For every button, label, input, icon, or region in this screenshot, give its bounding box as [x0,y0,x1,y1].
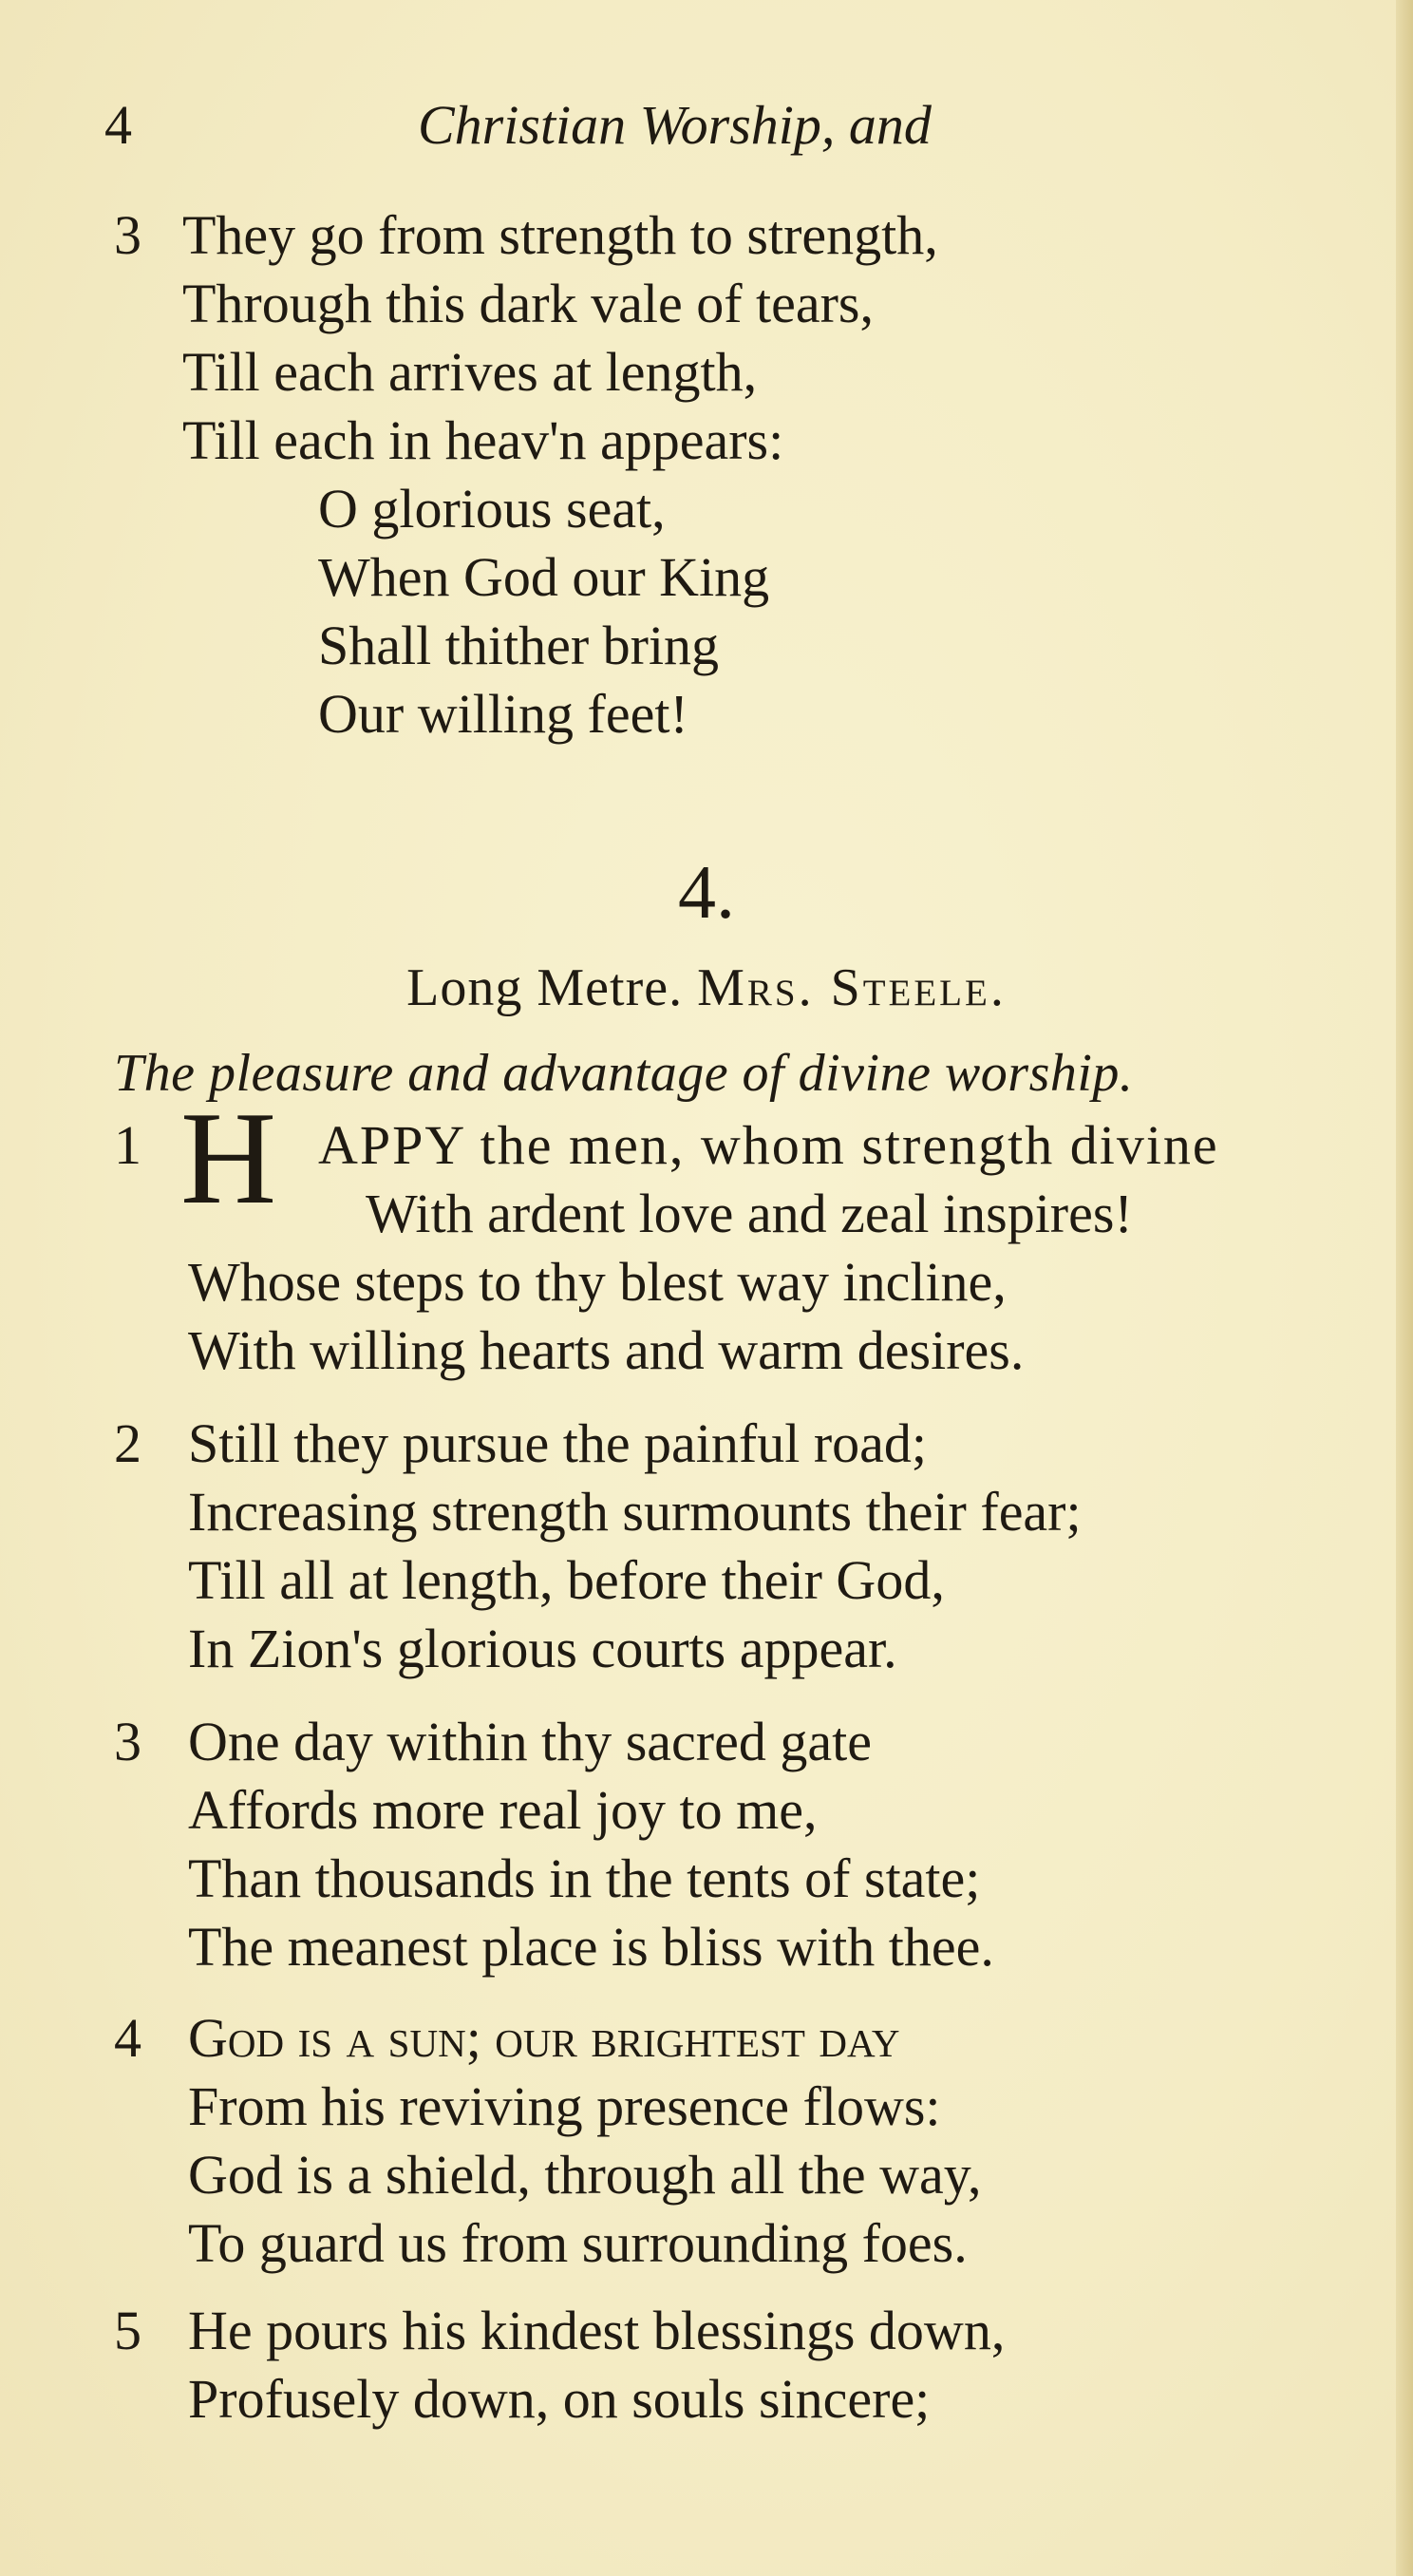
verse-line: Increasing strength surmounts their fear; [188,1481,1082,1543]
running-title: Christian Worship, and [418,94,932,156]
running-header [104,87,1301,163]
verse-line: When God our King [318,546,770,608]
verse-number: 3 [114,204,141,266]
verse-line: With ardent love and zeal inspires! [366,1183,1133,1244]
verse-line: Still they pursue the painful road; [188,1412,928,1474]
verse-line: APPY the men, whom strength divine [318,1114,1219,1176]
metre-label: Long Metre. [406,958,684,1017]
verse-number: 3 [114,1711,141,1772]
page-spine-shadow [1396,0,1413,2576]
verse-line: One day within thy sacred gate [188,1711,872,1772]
hymn-subject: The pleasure and advantage of divine worship. [114,1044,1134,1103]
verse-line: Till each arrives at length, [182,341,758,403]
verse-number: 2 [114,1412,141,1474]
hymn-number: 4. [678,851,735,935]
verse-line: Till all at length, before their God, [188,1549,945,1611]
verse-line: The meanest place is bliss with thee. [188,1916,994,1978]
verse-line: Affords more real joy to me, [188,1779,818,1841]
verse-line: Shall thither bring [318,615,720,676]
verse-line: Than thousands in the tents of state; [188,1847,981,1909]
verse-line: They go from strength to strength, [182,204,938,266]
verse-line: Whose steps to thy blest way incline, [188,1251,1007,1313]
verse-line: From his reviving presence flows: [188,2075,941,2137]
verse-line: Profusely down, on souls sincere; [188,2368,931,2430]
verse-line: With willing hearts and warm desires. [188,1319,1025,1381]
verse-line: To guard us from surrounding foes. [188,2212,968,2274]
verse-number: 1 [114,1114,141,1176]
verse-line: In Zion's glorious courts appear. [188,1618,897,1679]
verse-line: God is a shield, through all the way, [188,2144,982,2206]
hymn-metre-line [0,950,1413,1026]
verse-line: God is a sun; our brightest day [188,2007,900,2069]
verse-line: Our willing feet! [318,683,688,745]
verse-number: 4 [114,2007,141,2069]
hymn-author: Mrs. Steele. [697,958,1007,1017]
verse-line: O glorious seat, [318,478,666,540]
verse-line: Till each in heav'n appears: [182,409,784,471]
page-number: 4 [104,94,132,156]
drop-cap: H [180,1085,277,1232]
verse-number: 5 [114,2300,141,2361]
verse-line: Through this dark vale of tears, [182,273,875,334]
verse-line: He pours his kindest blessings down, [188,2300,1006,2361]
